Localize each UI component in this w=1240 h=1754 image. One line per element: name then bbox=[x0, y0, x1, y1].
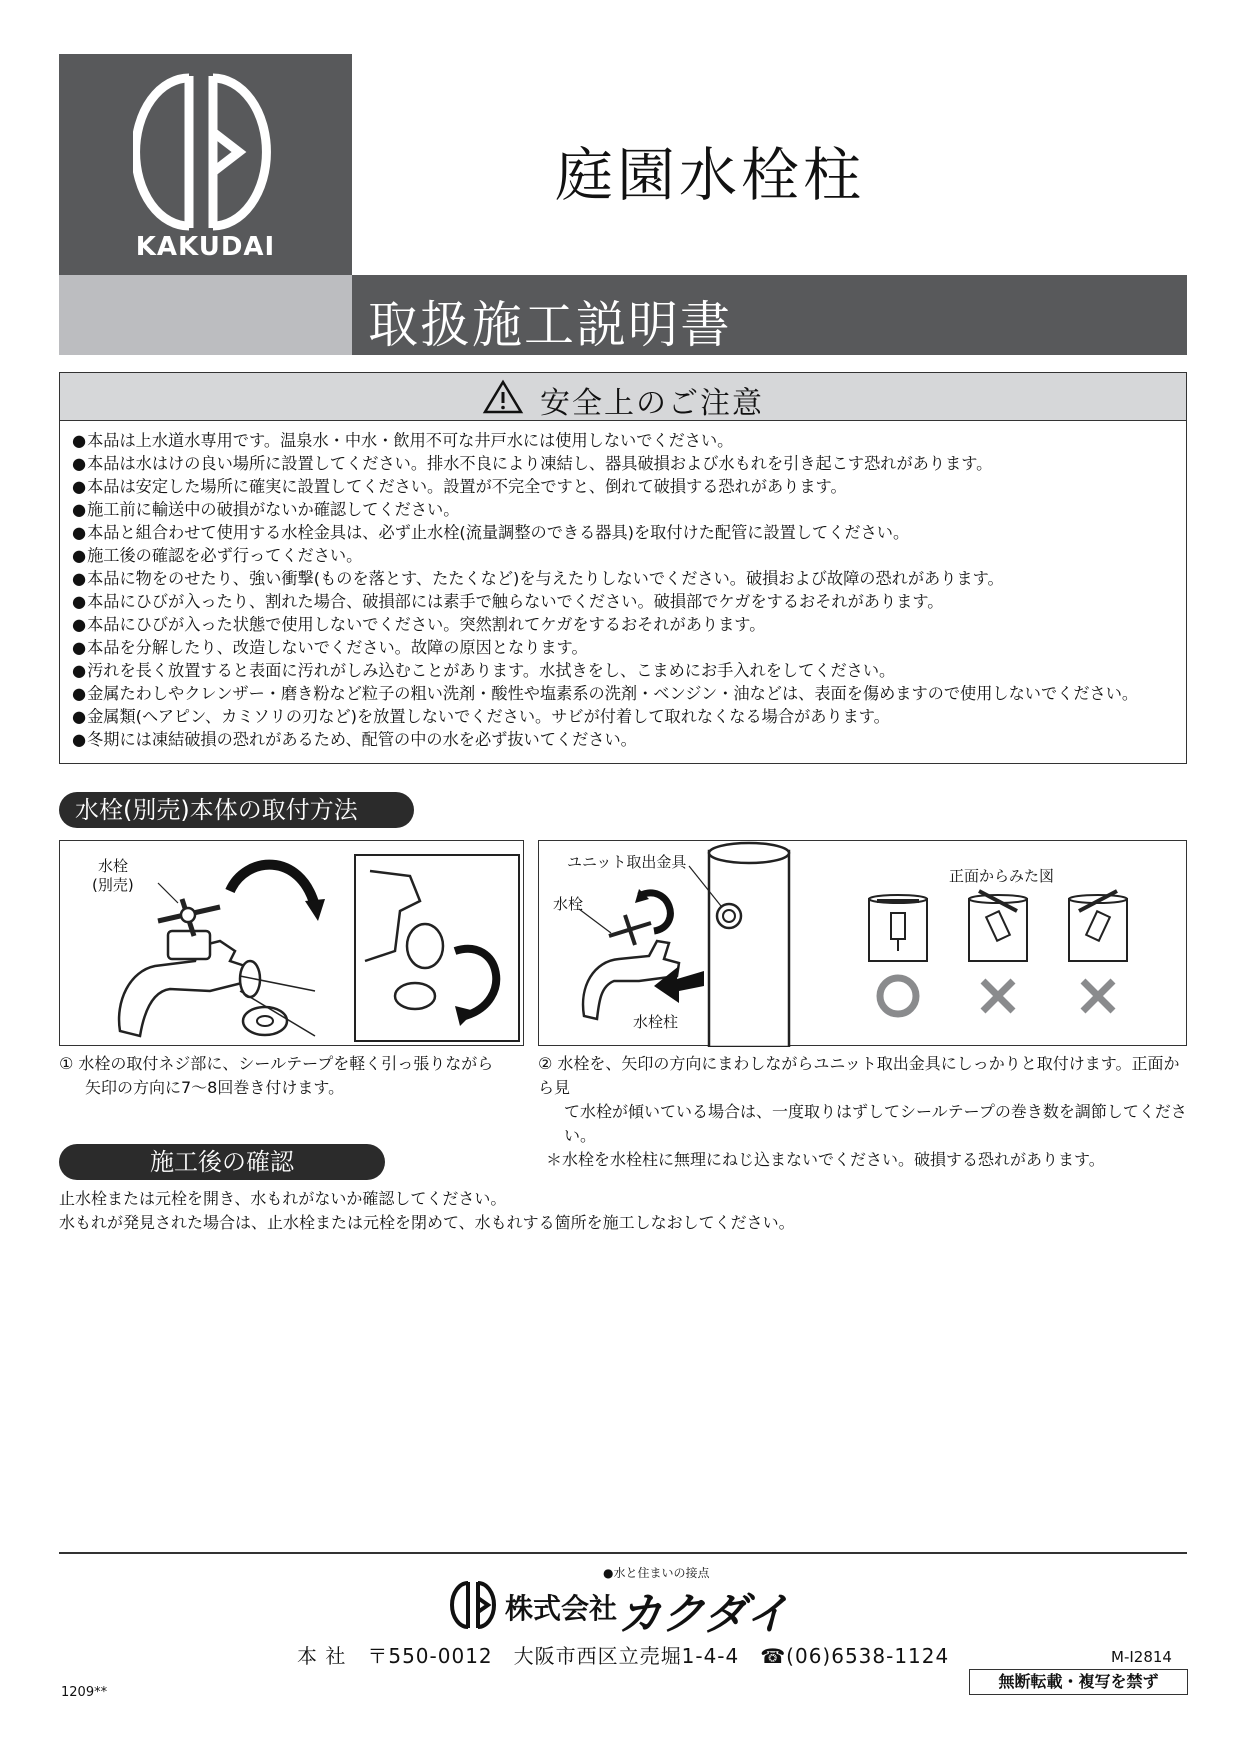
subtitle-band bbox=[352, 275, 1187, 355]
version-code: 1209** bbox=[61, 1685, 108, 1700]
safety-notice-box bbox=[59, 372, 1187, 764]
step-1-line-2: 矢印の方向に7〜8回巻き付けます。 bbox=[85, 1078, 345, 1097]
front-view-label: 正面からみた図 bbox=[949, 867, 1055, 885]
list-item: ● 施工前に輸送中の破損がないか確認してください。 bbox=[72, 498, 1138, 521]
footer-divider bbox=[59, 1552, 1187, 1554]
list-item: ● 金属たわしやクレンザー・磨き粉など粒子の粗い洗剤・酸性や塩素系の洗剤・ベンジン・油などは、表面を傷めますので使用しないでください。 bbox=[72, 682, 1138, 705]
list-item: ● 施工後の確認を必ず行ってください。 bbox=[72, 544, 1138, 567]
document-title: 庭園水栓柱 bbox=[555, 141, 866, 209]
company-name: カクダイ bbox=[618, 1589, 789, 1640]
list-item: ● 本品にひびが入ったり、割れた場合、破損部には素手で触らないでください。破損部でケガをするおそれがあります。 bbox=[72, 590, 1138, 613]
bracket-label: ユニット取出金具 bbox=[567, 853, 687, 871]
step-2-line-1: ② 水栓を、矢印の方向にまわしながらユニット取出金具にしっかりと取付けます。正面から見 bbox=[538, 1054, 1180, 1097]
after-install-heading: 施工後の確認 bbox=[59, 1144, 385, 1180]
safety-heading-bar bbox=[60, 373, 1186, 421]
kakudai-logo-icon bbox=[133, 72, 279, 232]
install-step-2 bbox=[538, 1052, 1188, 1172]
step-1-line-1: ① 水栓の取付ネジ部に、シールテープを軽く引っ張りながら bbox=[59, 1054, 494, 1073]
list-item: ● 冬期には凍結破損の恐れがあるため、配管の中の水を必ず抜いてください。 bbox=[72, 728, 1138, 751]
list-item: ● 本品と組合わせて使用する水栓金具は、必ず止水栓(流量調整のできる器具)を取付けた配管に設置してください。 bbox=[72, 521, 1138, 544]
faucet-sold-separately-label: (別売) bbox=[92, 876, 134, 894]
install-figure-2 bbox=[538, 840, 1187, 1046]
document-subtitle: 取扱施工説明書 bbox=[368, 296, 732, 354]
front-view-wrong-2 bbox=[1069, 891, 1127, 961]
company-address: 本 社 〒550-0012 大阪市西区立売堀1-4-4 ☎(06)6538-1124 bbox=[297, 1644, 950, 1668]
faucet-tape-illustration bbox=[60, 841, 525, 1047]
install-heading: 水栓(別売)本体の取付方法 bbox=[59, 792, 414, 828]
list-item: ● 本品を分解したり、改造しないでください。故障の原因となります。 bbox=[72, 636, 1138, 659]
document-code: M-I2814 bbox=[1111, 1648, 1172, 1666]
safety-list bbox=[72, 429, 1138, 751]
correct-mark-icon bbox=[880, 978, 916, 1014]
post-label: 水栓柱 bbox=[633, 1013, 679, 1031]
front-view-correct bbox=[869, 895, 927, 961]
company-prefix: 株式会社 bbox=[505, 1592, 618, 1625]
wrong-mark-icon bbox=[983, 981, 1013, 1011]
step-2-note: ＊水栓を水栓柱に無理にねじ込まないでください。破損する恐れがあります。 bbox=[546, 1150, 1105, 1169]
install-figure-1 bbox=[59, 840, 524, 1046]
list-item: ● 本品に物をのせたり、強い衝撃(ものを落とす、たたくなど)を与えたりしないでください。破損および故障の恐れがあります。 bbox=[72, 567, 1138, 590]
list-item: ● 本品は上水道水専用です。温泉水・中水・飲用不可な井戸水には使用しないでください。 bbox=[72, 429, 1138, 452]
list-item: ● 本品にひびが入った状態で使用しないでください。突然割れてケガをするおそれがあります。 bbox=[72, 613, 1138, 636]
kakudai-small-logo-icon bbox=[448, 1580, 500, 1630]
list-item: ● 金属類(ヘアピン、カミソリの刃など)を放置しないでください。サビが付着して取れなくなる場合があります。 bbox=[72, 705, 1138, 728]
install-step-1 bbox=[59, 1052, 529, 1100]
list-item: ● 本品は水はけの良い場所に設置してください。排水不良により凍結し、器具破損および水もれを引き起こす恐れがあります。 bbox=[72, 452, 1138, 475]
faucet-label: 水栓 bbox=[553, 895, 584, 913]
list-item: ● 汚れを長く放置すると表面に汚れがしみ込むことがあります。水拭きをし、こまめにお手入れをしてください。 bbox=[72, 659, 1138, 682]
subtitle-band-left bbox=[59, 275, 352, 355]
safety-heading: 安全上のご注意 bbox=[540, 386, 764, 421]
list-item: ● 本品は安定した場所に確実に設置してください。設置が不完全ですと、倒れて破損する恐れがあります。 bbox=[72, 475, 1138, 498]
step-2-line-2: て水栓が傾いている場合は、一度取りはずしてシールテープの巻き数を調節してください。 bbox=[564, 1102, 1187, 1145]
after-line-1: 止水栓または元栓を開き、水もれがないか確認してください。 bbox=[59, 1189, 507, 1208]
footer-tagline: ●水と住まいの接点 bbox=[603, 1566, 710, 1580]
copyright-notice: 無断転載・複写を禁ず bbox=[969, 1669, 1188, 1695]
faucet-label: 水栓 bbox=[98, 857, 129, 875]
after-install-text bbox=[59, 1187, 795, 1235]
after-line-2: 水もれが発見された場合は、止水栓または元栓を閉めて、水もれする箇所を施工しなおしてください。 bbox=[59, 1213, 795, 1232]
warning-icon bbox=[482, 379, 524, 415]
wrong-mark-icon bbox=[1083, 981, 1113, 1011]
logo-text: KAKUDAI bbox=[135, 232, 276, 262]
front-view-wrong-1 bbox=[969, 891, 1027, 961]
logo-block bbox=[59, 54, 352, 275]
